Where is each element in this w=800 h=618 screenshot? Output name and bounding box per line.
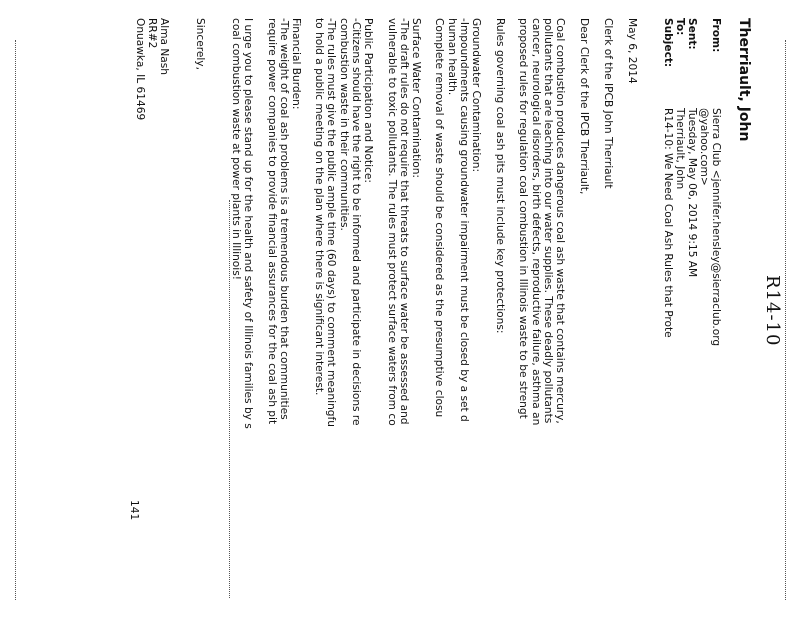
signature-line: Onuawka, IL 61469 bbox=[133, 18, 146, 121]
section-line: human health. bbox=[445, 18, 458, 96]
section-line: combustion waste in their communities. bbox=[337, 18, 350, 231]
closing-line: coal combustion waste at power plants in Illinois! bbox=[229, 18, 242, 280]
section-line: require power companies to provide financial assurances for the coal ash pit bbox=[265, 18, 278, 425]
section-heading: Public Participation and Notice: bbox=[362, 18, 374, 183]
from-label: From: bbox=[710, 18, 722, 53]
signature-line: RR#2 bbox=[145, 18, 158, 49]
signoff: Sincerely, bbox=[194, 18, 206, 70]
section-public-participation bbox=[313, 18, 374, 427]
dotted-rule bbox=[229, 200, 230, 598]
sender-name: Therriault, John bbox=[736, 18, 752, 142]
letter-recipient: Clerk of the IPCB John Therriault bbox=[602, 18, 614, 189]
from-value-line-1: Sierra Club <jennifer.hensley@sierraclub.org bbox=[710, 108, 722, 347]
subject-label: Subject: bbox=[662, 18, 674, 68]
section-heading: Groundwater Contamination: bbox=[470, 18, 482, 173]
intro-line: proposed rules for regulation coal combustion in Illinois waste to be strengt bbox=[517, 18, 530, 419]
intro-line: pollutants that are leaching into our water supplies. These deadly pollutants bbox=[541, 18, 554, 424]
letter-date: May 6, 2014 bbox=[626, 18, 638, 84]
section-line: -The rules must give the public ample time (60 days) to comment meaningfu bbox=[325, 18, 338, 427]
page-number: 141 bbox=[128, 500, 140, 521]
intro-paragraph bbox=[517, 18, 566, 425]
section-line: -The draft rules do not require that threats to surface water be assessed and bbox=[397, 18, 410, 425]
closing-line: I urge you to please stand up for the health and safety of Illinois families by s bbox=[242, 18, 254, 429]
section-line: to hold a public meeting on the plan where there is significant interest. bbox=[313, 18, 326, 396]
section-line: -Citizens should have the right to be informed and participate in decisions re bbox=[349, 18, 362, 426]
closing-paragraph bbox=[230, 18, 254, 429]
letter-salutation: Dear Clerk of the IPCB Therriault, bbox=[578, 18, 590, 195]
to-value: Therriault, John bbox=[674, 108, 686, 190]
signature-line: Alma Nash bbox=[158, 18, 170, 76]
subject-value: R14-10: We Need Coal Ash Rules that Prote bbox=[662, 108, 674, 338]
from-value-line-2: @yahoo.com> bbox=[698, 108, 710, 186]
intro-line: cancer, neurological disorders, birth defects, reproductive failure, asthma an bbox=[529, 18, 542, 426]
section-heading: Surface Water Contamination: bbox=[410, 18, 422, 178]
section-surface-water bbox=[385, 18, 422, 426]
bottom-dotted-rule bbox=[15, 40, 16, 600]
intro-line: Coal combustion produces dangerous coal ash waste that contains mercury, bbox=[554, 18, 566, 424]
section-line: Complete removal of waste should be considered as the presumptive closu bbox=[433, 18, 446, 418]
section-heading: Financial Burden: bbox=[290, 18, 302, 110]
lead-sentence: Rules governing coal ash pits must include key protections: bbox=[494, 18, 506, 334]
section-groundwater bbox=[433, 18, 482, 422]
top-dotted-rule bbox=[785, 40, 786, 600]
signature-block bbox=[133, 18, 170, 120]
section-financial-burden bbox=[265, 18, 302, 424]
section-line: vulnerable to toxic pollutants. The rules must protect surface waters from co bbox=[385, 18, 398, 426]
sent-label: Sent: bbox=[686, 18, 698, 50]
section-line: -Impoundments causing groundwater impairment must be closed by a set d bbox=[457, 18, 470, 422]
sent-value: Tuesday, May 06, 2014 9:15 AM bbox=[686, 108, 698, 278]
to-label: To: bbox=[674, 18, 686, 36]
section-line: -The weight of coal ash problems is a tremendous burden that communities bbox=[277, 18, 290, 420]
docket-number: R14-10 bbox=[762, 275, 783, 347]
